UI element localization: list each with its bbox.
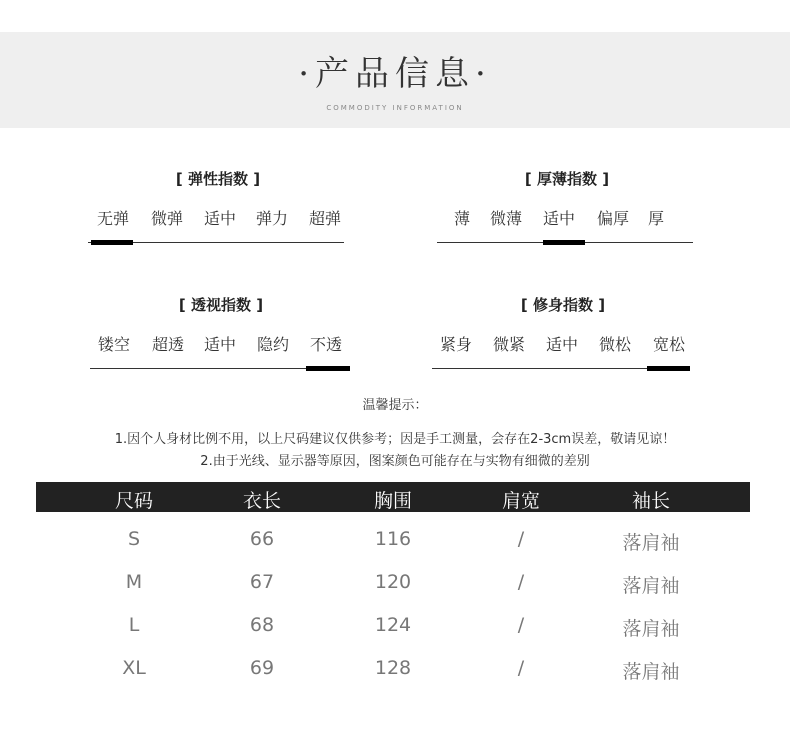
tip-line: 1.因个人身材比例不用，以上尺码建议仅供参考；因是手工测量，会存在2-3cm误差，敬请见谅！	[114, 432, 676, 447]
table-cell: 66	[249, 528, 275, 550]
page-subtitle: COMMODITY INFORMATION	[326, 104, 464, 112]
scale-option: 适中	[203, 335, 237, 354]
table-cell: /	[517, 657, 525, 679]
scale-selected-marker	[543, 240, 585, 245]
table-row	[36, 571, 750, 601]
scale-option: 适中	[542, 209, 576, 228]
scale-option: 镂空	[97, 335, 131, 354]
table-cell: 落肩袖	[622, 532, 680, 554]
scale-option: 超弹	[308, 209, 342, 228]
table-cell: L	[128, 614, 140, 636]
scale-option: 微薄	[489, 209, 523, 228]
scale-option: 偏厚	[596, 209, 630, 228]
tip-line: 2.由于光线、显示器等原因，图案颜色可能存在与实物有细微的差别	[200, 454, 590, 469]
scale-selected-marker	[647, 366, 690, 371]
column-header: 袖长	[631, 490, 671, 512]
table-cell: 120	[374, 571, 412, 593]
scale-option: 不透	[309, 335, 343, 354]
scale-options	[437, 206, 697, 230]
tips-title: 温馨提示：	[362, 398, 428, 413]
table-cell: 69	[249, 657, 275, 679]
table-header	[36, 482, 750, 512]
table-cell: 116	[374, 528, 412, 550]
table-row	[36, 614, 750, 644]
scale-option: 适中	[545, 335, 579, 354]
scale-option: 适中	[203, 209, 237, 228]
scale-option: 薄	[453, 209, 471, 228]
table-cell: M	[125, 571, 143, 593]
column-header: 胸围	[373, 490, 413, 512]
scale-option: 隐约	[256, 335, 290, 354]
table-row	[36, 657, 750, 687]
table-cell: 67	[249, 571, 275, 593]
scale-options	[88, 206, 348, 230]
scale-title: [ 修身指数 ]	[520, 296, 606, 314]
scale-option: 微紧	[492, 335, 526, 354]
table-cell: 128	[374, 657, 412, 679]
table-cell: /	[517, 528, 525, 550]
scale-option: 宽松	[652, 335, 686, 354]
table-cell: S	[127, 528, 141, 550]
table-cell: XL	[122, 657, 146, 679]
page-title: ·产品信息·	[298, 54, 492, 94]
table-cell: 落肩袖	[622, 661, 680, 683]
table-row	[36, 528, 750, 558]
column-header: 尺码	[114, 490, 154, 512]
scale-selected-marker	[306, 366, 350, 371]
column-header: 肩宽	[501, 490, 541, 512]
table-cell: 落肩袖	[622, 618, 680, 640]
scale-option: 厚	[647, 209, 665, 228]
scale-option: 微弹	[150, 209, 184, 228]
scale-options	[90, 332, 352, 356]
table-cell: 68	[249, 614, 275, 636]
scale-title: [ 透视指数 ]	[178, 296, 264, 314]
table-cell: /	[517, 571, 525, 593]
column-header: 衣长	[242, 490, 282, 512]
table-cell: 124	[374, 614, 412, 636]
scale-option: 微松	[598, 335, 632, 354]
scale-option: 超透	[151, 335, 185, 354]
scale-options	[432, 332, 694, 356]
scale-option: 无弹	[96, 209, 130, 228]
scale-selected-marker	[91, 240, 133, 245]
scale-title: [ 弹性指数 ]	[175, 170, 261, 188]
scale-option: 弹力	[255, 209, 289, 228]
table-cell: 落肩袖	[622, 575, 680, 597]
scale-option: 紧身	[439, 335, 473, 354]
scale-title: [ 厚薄指数 ]	[524, 170, 610, 188]
table-cell: /	[517, 614, 525, 636]
